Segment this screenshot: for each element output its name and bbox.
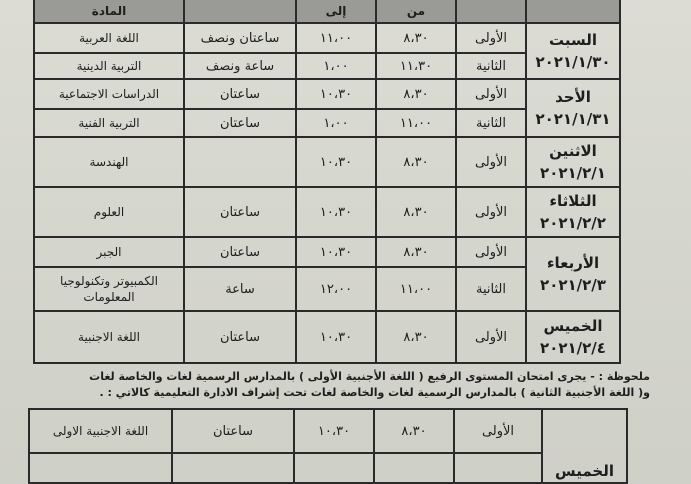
header-period — [456, 0, 526, 23]
period-cell: الثانية — [456, 109, 526, 137]
day-name: الأربعاء — [546, 254, 600, 272]
from-time-cell: ٨،٣٠ — [376, 23, 456, 53]
to-time-cell: ١٠،٣٠ — [296, 237, 376, 267]
duration-cell — [184, 137, 296, 187]
table-row — [34, 311, 620, 363]
header-to: إلى — [296, 0, 376, 23]
subject-cell: التربية الدينية — [34, 53, 184, 79]
day-name: الخميس — [555, 462, 614, 480]
table-row — [34, 237, 620, 267]
subject-cell: اللغة الاجنبية — [34, 311, 184, 363]
day-cell — [526, 187, 620, 237]
to-time-cell: ١٠،٣٠ — [294, 409, 374, 453]
day-name: السبت — [548, 31, 598, 49]
duration-cell: ساعتان — [172, 409, 294, 453]
to-time-cell: ١٠،٣٠ — [296, 311, 376, 363]
header-subject: المادة — [34, 0, 184, 23]
day-date: ٢٠٢١/٢/٢ — [540, 214, 606, 232]
duration-cell: ساعتان ونصف — [184, 23, 296, 53]
duration-cell: ساعتان — [184, 237, 296, 267]
table-row — [34, 137, 620, 187]
subject-cell: التربية الفنية — [34, 109, 184, 137]
from-time-cell: ١١،٠٠ — [376, 109, 456, 137]
duration-cell: ساعتان — [184, 187, 296, 237]
note-line-2: و( اللغة الأجنبية الثانية ) بالمدارس الرسمية لغات والخاصة لغات تحت إشراف الادارة التعليمية كالاتي : . — [99, 386, 650, 399]
period-cell: الأولى — [456, 311, 526, 363]
subject-cell: الدراسات الاجتماعية — [34, 79, 184, 109]
period-cell: الأولى — [456, 237, 526, 267]
day-cell — [526, 237, 620, 311]
period-cell: الأولى — [456, 23, 526, 53]
to-time-cell: ١٠،٣٠ — [296, 137, 376, 187]
day-name: الأحد — [555, 88, 591, 106]
from-time-cell: ٨،٣٠ — [376, 237, 456, 267]
exam-schedule-table — [33, 0, 621, 364]
table-row — [34, 187, 620, 237]
duration-cell: ساعة — [184, 267, 296, 311]
duration-cell: ساعتان — [184, 109, 296, 137]
day-name: الخميس — [543, 317, 603, 335]
duration-cell: ساعتان — [184, 79, 296, 109]
day-cell — [542, 409, 627, 483]
day-name: الاثنين — [549, 142, 597, 160]
period-cell: الأولى — [454, 409, 542, 453]
duration-cell: ساعة ونصف — [184, 53, 296, 79]
period-cell: الثانية — [456, 53, 526, 79]
day-cell — [526, 137, 620, 187]
period-cell: الأولى — [456, 137, 526, 187]
note-line-1: ملحوظة : - يجرى امتحان المستوى الرفيع ( اللغة الأجنبية الأولى ) بالمدارس الرسمية لغات والخاصة لغات — [89, 370, 650, 383]
day-cell — [526, 23, 620, 79]
from-time-cell: ٨،٣٠ — [376, 137, 456, 187]
from-time-cell: ٨،٣٠ — [376, 311, 456, 363]
day-name: الثلاثاء — [549, 192, 597, 210]
subject-cell: الجبر — [34, 237, 184, 267]
header-duration — [184, 0, 296, 23]
from-time-cell: ١١،٣٠ — [376, 53, 456, 79]
period-cell: الأولى — [456, 187, 526, 237]
day-date: ٢٠٢١/٢/١ — [540, 164, 606, 182]
day-date: ٢٠٢١/٢/٤ — [540, 339, 606, 357]
subject-cell: اللغة الاجنبية الاولى — [29, 409, 172, 453]
header-day — [526, 0, 620, 23]
day-date: ٢٠٢١/١/٣٠ — [535, 53, 611, 71]
to-time-cell: ١،٠٠ — [296, 53, 376, 79]
period-cell: الأولى — [456, 79, 526, 109]
day-cell — [526, 311, 620, 363]
from-time-cell: ٨،٣٠ — [376, 187, 456, 237]
subject-cell: الكمبيوتر وتكنولوجيا المعلومات — [34, 267, 184, 311]
table-row — [29, 453, 627, 483]
day-date: ٢٠٢١/٢/٣ — [540, 276, 606, 294]
period-cell: الثانية — [456, 267, 526, 311]
to-time-cell: ١٠،٣٠ — [296, 187, 376, 237]
language-exam-table — [28, 408, 628, 484]
day-date: ٢٠٢١/١/٣١ — [535, 110, 611, 128]
table-row — [34, 23, 620, 53]
table-header-row — [34, 0, 620, 23]
to-time-cell: ١٠،٣٠ — [296, 79, 376, 109]
table-row — [29, 409, 627, 453]
subject-cell: اللغة العربية — [34, 23, 184, 53]
subject-cell: العلوم — [34, 187, 184, 237]
duration-cell: ساعتان — [184, 311, 296, 363]
from-time-cell: ٨،٣٠ — [376, 79, 456, 109]
to-time-cell: ١١،٠٠ — [296, 23, 376, 53]
header-from: من — [376, 0, 456, 23]
table-row — [34, 79, 620, 109]
from-time-cell: ٨،٣٠ — [374, 409, 454, 453]
to-time-cell: ١٢،٠٠ — [296, 267, 376, 311]
subject-cell: الهندسة — [34, 137, 184, 187]
from-time-cell: ١١،٠٠ — [376, 267, 456, 311]
day-cell — [526, 79, 620, 137]
to-time-cell: ١،٠٠ — [296, 109, 376, 137]
